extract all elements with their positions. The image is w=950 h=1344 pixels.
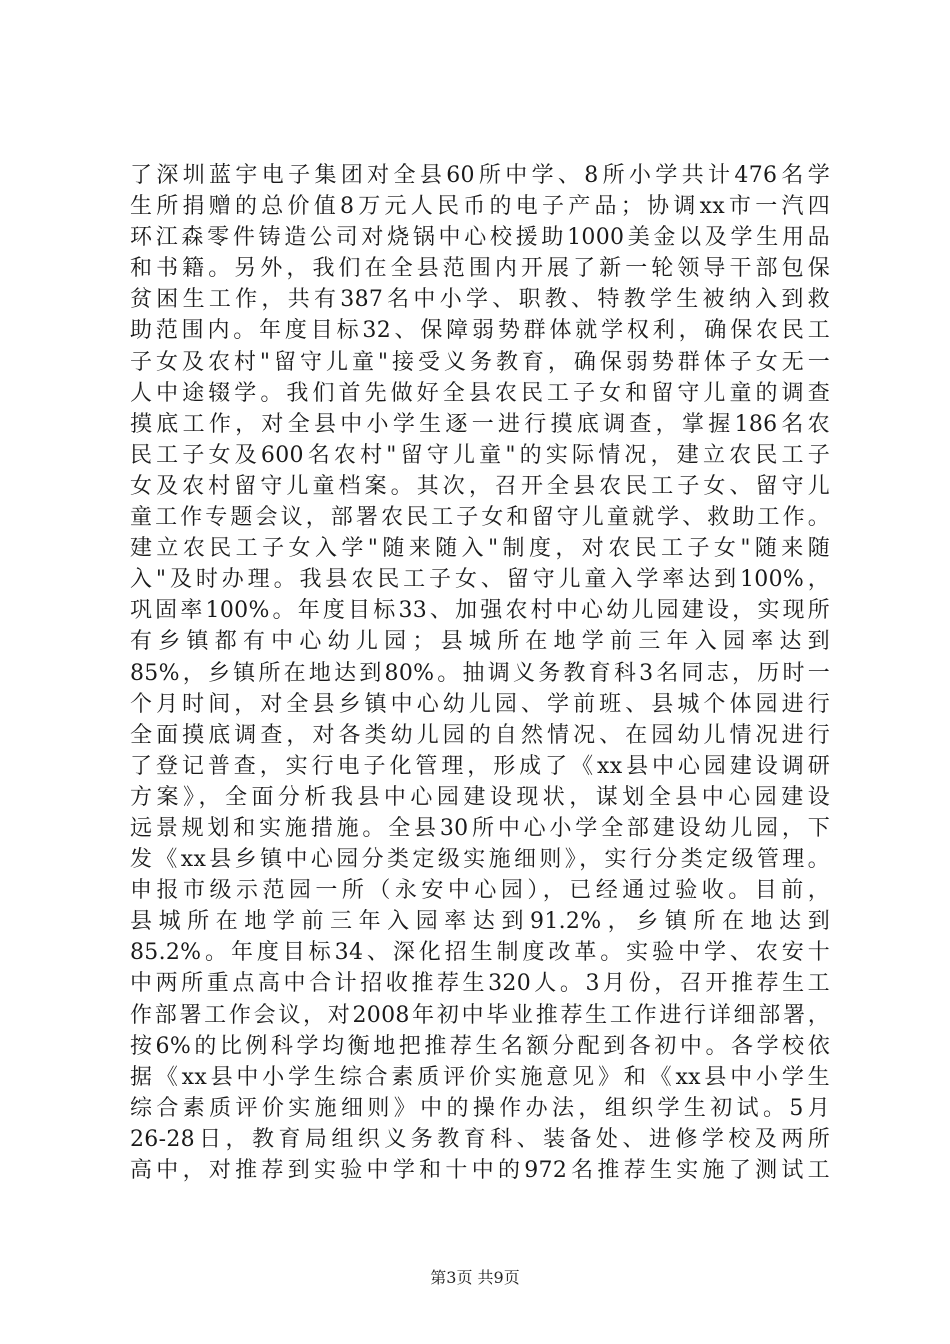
text-line: 作部署工作会议，对2008年初中毕业推荐生工作进行详细部署， xyxy=(130,1002,830,1028)
text-line: 个月时间，对全县乡镇中心幼儿园、学前班、县城个体园进行 xyxy=(130,691,830,717)
text-line: 按6%的比例科学均衡地把推荐生名额分配到各初中。各学校依 xyxy=(130,1033,830,1059)
text-line: 人中途辍学。我们首先做好全县农民工子女和留守儿童的调查 xyxy=(130,380,830,406)
text-line: 环江森零件铸造公司对烧锅中心校援助1000美金以及学生用品 xyxy=(130,225,830,251)
text-line: 高中，对推荐到实验中学和十中的972名推荐生实施了测试工 xyxy=(130,1158,830,1183)
text-line: 了深圳蓝宇电子集团对全县60所中学、8所小学共计476名学 xyxy=(130,163,830,188)
text-line: 建立农民工子女入学"随来随入"制度，对农民工子女"随来随 xyxy=(130,536,830,562)
text-line: 民工子女及600名农村"留守儿童"的实际情况，建立农民工子 xyxy=(130,442,830,468)
text-line: 助范围内。年度目标32、保障弱势群体就学权利，确保农民工 xyxy=(130,318,830,344)
text-line: 据《xx县中小学生综合素质评价实施意见》和《xx县中小学生 xyxy=(130,1064,830,1090)
text-line: 方案》，全面分析我县中心园建设现状，谋划全县中心园建设 xyxy=(130,784,830,810)
text-line: 入"及时办理。我县农民工子女、留守儿童入学率达到100%， xyxy=(130,567,830,593)
text-line: 有乡镇都有中心幼儿园；县城所在地学前三年入园率达到 xyxy=(130,629,830,655)
text-line: 发《xx县乡镇中心园分类定级实施细则》，实行分类定级管理。 xyxy=(130,847,830,873)
document-body xyxy=(130,160,830,1186)
text-line: 生所捐赠的总价值8万元人民币的电子产品；协调xx市一汽四 xyxy=(130,194,830,220)
text-line: 摸底工作，对全县中小学生逐一进行摸底调查，掌握186名农 xyxy=(130,411,830,437)
page-number-footer: 第3页 共9页 xyxy=(430,1268,520,1287)
text-line: 中两所重点高中合计招收推荐生320人。3月份，召开推荐生工 xyxy=(130,971,830,997)
text-line: 85%，乡镇所在地达到80%。抽调义务教育科3名同志，历时一 xyxy=(130,660,830,686)
text-line: 贫困生工作，共有387名中小学、职教、特教学生被纳入到救 xyxy=(130,287,830,313)
text-line: 远景规划和实施措施。全县30所中心小学全部建设幼儿园，下 xyxy=(130,815,830,841)
text-line: 巩固率100%。年度目标33、加强农村中心幼儿园建设，实现所 xyxy=(130,598,830,624)
text-line: 综合素质评价实施细则》中的操作办法，组织学生初试。5月 xyxy=(130,1095,830,1121)
text-line: 和书籍。另外，我们在全县范围内开展了新一轮领导干部包保 xyxy=(130,256,830,282)
text-line: 26-28日，教育局组织义务教育科、装备处、进修学校及两所 xyxy=(130,1126,830,1152)
text-line: 申报市级示范园一所（永安中心园），已经通过验收。目前， xyxy=(130,878,830,904)
text-line: 童工作专题会议，部署农民工子女和留守儿童就学、救助工作。 xyxy=(130,505,830,531)
text-line: 子女及农村"留守儿童"接受义务教育，确保弱势群体子女无一 xyxy=(130,349,830,375)
text-line: 女及农村留守儿童档案。其次，召开全县农民工子女、留守儿 xyxy=(130,473,830,499)
text-line: 85.2%。年度目标34、深化招生制度改革。实验中学、农安十 xyxy=(130,940,830,966)
text-line: 全面摸底调查，对各类幼儿园的自然情况、在园幼儿情况进行 xyxy=(130,722,830,748)
text-line: 了登记普查，实行电子化管理，形成了《xx县中心园建设调研 xyxy=(130,753,830,779)
text-line: 县城所在地学前三年入园率达到91.2%，乡镇所在地达到 xyxy=(130,909,830,935)
